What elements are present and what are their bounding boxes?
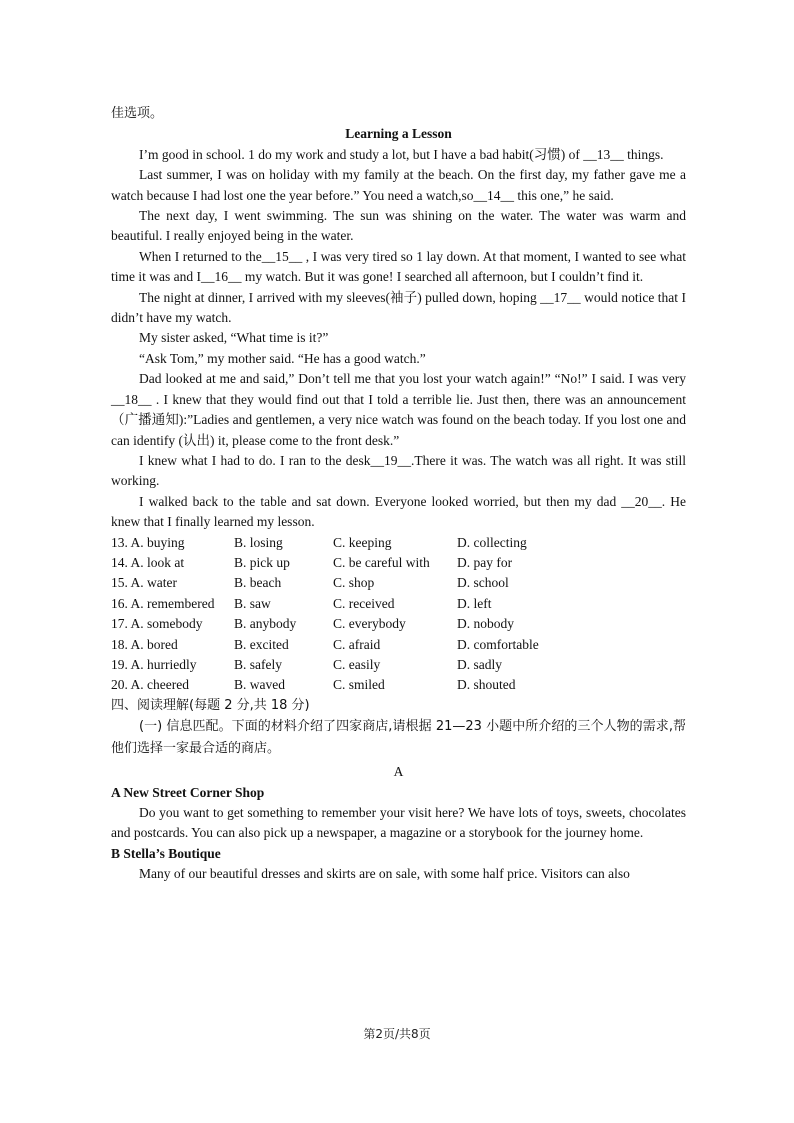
option-a: 19. A. hurriedly: [111, 656, 197, 672]
option-b: B. safely: [234, 656, 282, 672]
option-a: 18. A. bored: [111, 636, 178, 652]
option-d: D. left: [457, 595, 492, 611]
passage-paragraph: When I returned to the__15__ , I was very tired so 1 lay down. At that moment, I wanted to see what time it was and I__16__ my watch. But it was gone! I searched all afternoon, but I couldn’t find it.: [111, 248, 686, 285]
option-c: C. keeping: [333, 534, 392, 550]
options-list: [111, 533, 686, 696]
option-d: D. sadly: [457, 656, 502, 672]
passage-body: [111, 145, 686, 533]
section-heading: 四、阅读理解(每题 2 分,共 18 分): [111, 697, 310, 713]
page-footer: 第2页/共8页: [363, 1027, 431, 1041]
question-options-row: [111, 553, 686, 573]
option-d: D. nobody: [457, 616, 514, 632]
option-c: C. be careful with: [333, 554, 430, 570]
option-d: D. school: [457, 575, 509, 591]
option-c: C. everybody: [333, 616, 406, 632]
passage-paragraph: I walked back to the table and sat down. Everyone looked worried, but then my dad __20__. He knew that I finally learned my lesson.: [111, 493, 686, 530]
option-b: B. beach: [234, 575, 282, 591]
part-label: A: [393, 764, 404, 780]
option-a: 17. A. somebody: [111, 616, 203, 632]
option-c: C. easily: [333, 656, 381, 672]
shop-a-description: Do you want to get something to remember your visit here? We have lots of toys, sweets, chocolates and postcards. You can also pick up a newspaper, a magazine or a storybook for the journey home.: [111, 805, 686, 841]
passage-paragraph: The night at dinner, I arrived with my sleeves(袖子) pulled down, hoping __17__ would notice that I didn’t have my watch.: [111, 289, 686, 326]
option-d: D. comfortable: [457, 636, 539, 652]
document-page: [111, 104, 686, 885]
option-a: 16. A. remembered: [111, 595, 215, 611]
passage-paragraph: I knew what I had to do. I ran to the desk__19__.There it was. The watch was all right. It was still working.: [111, 452, 686, 489]
passage-paragraph: I’m good in school. 1 do my work and study a lot, but I have a bad habit(习惯) of __13__ things.: [139, 146, 664, 162]
option-b: B. pick up: [234, 554, 290, 570]
option-b: B. excited: [234, 636, 289, 652]
option-c: C. afraid: [333, 636, 381, 652]
option-a: 20. A. cheered: [111, 677, 189, 693]
option-d: D. shouted: [457, 677, 516, 693]
passage-paragraph: The next day, I went swimming. The sun was shining on the water. The water was warm and beautiful. I really enjoyed being in the water.: [111, 208, 686, 244]
option-a: 15. A. water: [111, 575, 177, 591]
shop-b-description: Many of our beautiful dresses and skirts are on sale, with some half price. Visitors can also: [139, 866, 630, 882]
section-instructions: (一) 信息匹配。下面的材料介绍了四家商店,请根据 21—23 小题中所介绍的三个人物的需求,帮他们选择一家最合适的商店。: [111, 719, 686, 757]
option-a: 13. A. buying: [111, 534, 185, 550]
passage-title: Learning a Lesson: [345, 126, 452, 142]
question-options-row: [111, 614, 686, 634]
option-d: D. collecting: [457, 534, 527, 550]
passage-paragraph: Last summer, I was on holiday with my family at the beach. On the first day, my father gave me a watch because I had lost one the year before.” You need a watch,so__14__ this one,” he said.: [111, 167, 686, 203]
passage-paragraph: “Ask Tom,” my mother said. “He has a good watch.”: [139, 350, 426, 366]
shop-b-title: B Stella’s Boutique: [111, 845, 221, 861]
option-c: C. received: [333, 595, 395, 611]
question-options-row: [111, 655, 686, 675]
option-c: C. shop: [333, 575, 375, 591]
question-options-row: [111, 635, 686, 655]
question-options-row: [111, 675, 686, 695]
passage-paragraph: Dad looked at me and said,” Don’t tell me that you lost your watch again!” “No!” I said. I was very __18__ . I knew that they would find out that I told a terrible lie. Just then, there was an announcement（广播通知):”Ladies and gentlemen, a very nice watch was found on the beach today. If you lost one and can identify (认出) it, please come to the front desk.”: [111, 371, 686, 448]
option-b: B. saw: [234, 595, 271, 611]
shop-a-title: A New Street Corner Shop: [111, 784, 265, 800]
option-b: B. losing: [234, 534, 283, 550]
question-options-row: [111, 573, 686, 593]
question-options-row: [111, 533, 686, 553]
option-b: B. anybody: [234, 616, 297, 632]
option-b: B. waved: [234, 677, 285, 693]
question-options-row: [111, 594, 686, 614]
option-d: D. pay for: [457, 554, 513, 570]
option-a: 14. A. look at: [111, 554, 185, 570]
passage-paragraph: My sister asked, “What time is it?”: [139, 330, 329, 346]
option-c: C. smiled: [333, 677, 385, 693]
instruction-tail: 佳选项。: [111, 106, 164, 121]
